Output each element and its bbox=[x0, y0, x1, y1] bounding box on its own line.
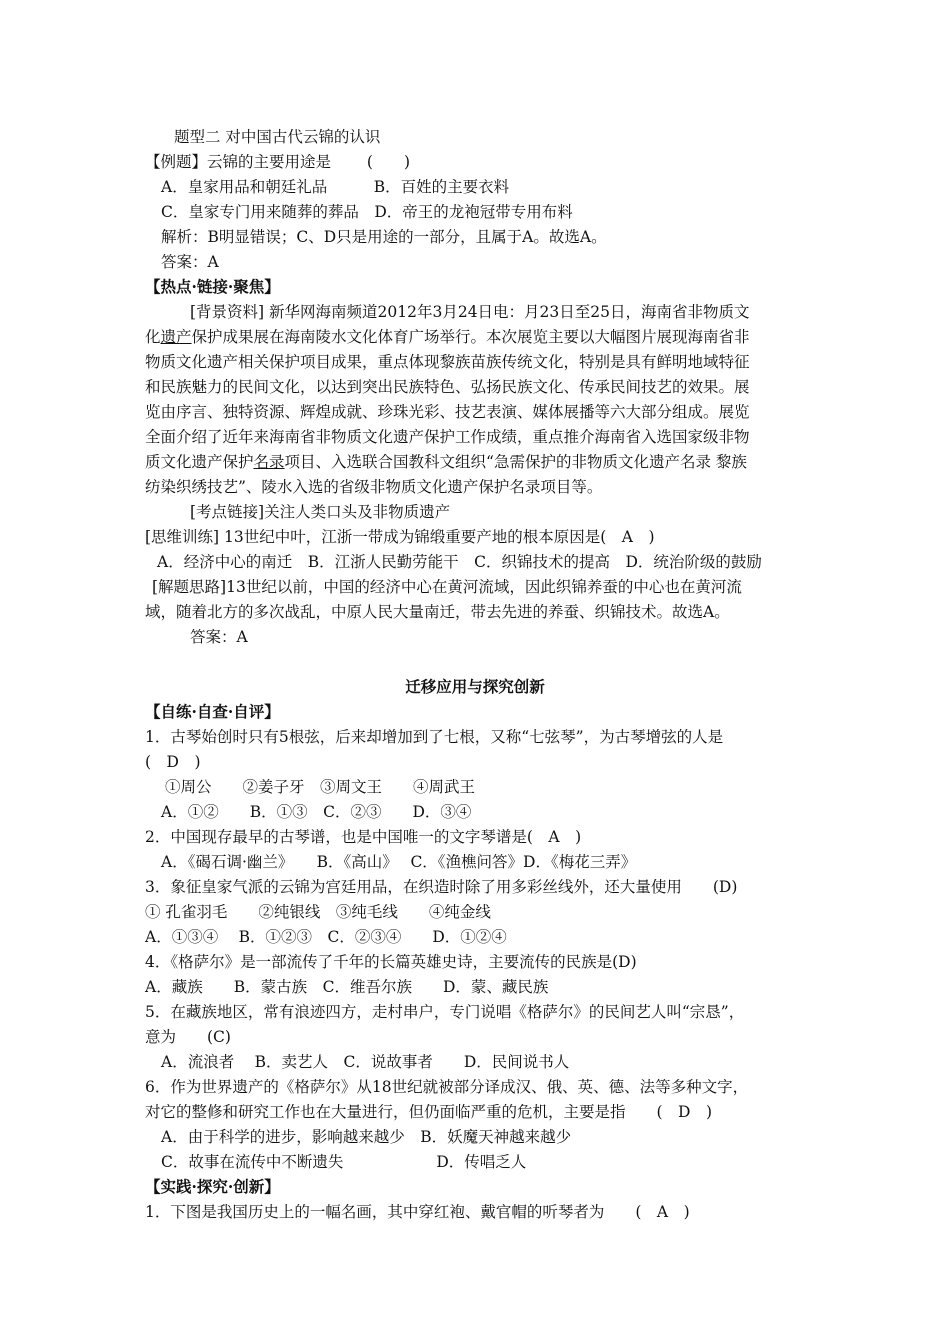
q3-options: A．①③④ B．①②③ C．②③④ D．①②④ bbox=[145, 928, 507, 946]
background-line-8: 纺染织绣技艺”、陵水入选的省级非物质文化遗产保护名录项目等。 bbox=[145, 478, 603, 496]
q4-options: A．藏族 B．蒙古族 C．维吾尔族 D．蒙、藏民族 bbox=[145, 978, 549, 996]
q2-options: A．《碣石调·幽兰》 B．《高山》 C．《渔樵问答》D．《梅花三弄》 bbox=[161, 853, 637, 871]
practice-heading: 【实践·探究·创新】 bbox=[145, 1177, 280, 1196]
background-line-7: 质文化遗产保护名录项目、入选联合国教科文组织“急需保护的非物质文化遗产名录 黎族 bbox=[145, 453, 747, 471]
solution-idea-2: 域，随着北方的多次战乱，中原人民大量南迁，带去先进的养蚕、织锦技术。故选A。 bbox=[145, 603, 730, 621]
q6-options-2: C．故事在流传中不断遗失 D．传唱乏人 bbox=[161, 1153, 527, 1171]
q6-stem-1: 6．作为世界遗产的《格萨尔》从18世纪就被部分译成汉、俄、英、德、法等多种文字， bbox=[145, 1078, 749, 1096]
q5-options: A．流浪者 B．卖艺人 C．说故事者 D．民间说书人 bbox=[161, 1053, 570, 1071]
example-answer: 答案：A bbox=[161, 253, 219, 271]
hotspot-heading: 【热点·链接·聚焦】 bbox=[145, 277, 280, 296]
q1-answer: ( D ) bbox=[145, 753, 201, 771]
training-answer: 答案：A bbox=[190, 628, 248, 646]
section-title: 迁移应用与探究创新 bbox=[405, 677, 545, 696]
q3-items: ① 孔雀羽毛 ②纯银线 ③纯毛线 ④纯金线 bbox=[145, 903, 491, 921]
q1-stem: 1．古琴始创时只有5根弦，后来却增加到了七根，又称“七弦琴”，为古琴增弦的人是 bbox=[145, 728, 724, 746]
q5-answer: 意为 (C) bbox=[145, 1028, 231, 1046]
q5-stem: 5．在藏族地区，常有浪迹四方，走村串户，专门说唱《格萨尔》的民间艺人叫“宗恳”， bbox=[145, 1003, 745, 1021]
q3-stem: 3．象征皇家气派的云锦为宫廷用品，在织造时除了用多彩丝线外，还大量使用 (D) bbox=[145, 878, 738, 896]
example-options-ab: A．皇家用品和朝廷礼品 B．百姓的主要衣料 bbox=[161, 178, 510, 196]
q4-stem: 4．《格萨尔》是一部流传了千年的长篇英雄史诗，主要流传的民族是(D) bbox=[145, 953, 637, 971]
q2-stem: 2．中国现存最早的古琴谱，也是中国唯一的文字琴谱是( A ) bbox=[145, 828, 582, 846]
type-title: 题型二 对中国古代云锦的认识 bbox=[174, 128, 381, 146]
background-line-5: 览由序言、独特资源、辉煌成就、珍珠光彩、技艺表演、媒体展播等六大部分组成。展览 bbox=[145, 403, 750, 421]
solution-idea-1: [解题思路]13世纪以前，中国的经济中心在黄河流域，因此织锦养蚕的中心也在黄河流 bbox=[152, 578, 742, 596]
self-practice-heading: 【自练·自查·自评】 bbox=[145, 702, 280, 721]
example-question: 【例题】云锦的主要用途是 ( ) bbox=[145, 153, 411, 171]
q6-stem-2: 对它的整修和研究工作也在大量进行，但仍面临严重的危机，主要是指 ( D ) bbox=[145, 1103, 713, 1121]
q1-items: ①周公 ②姜子牙 ③周文王 ④周武王 bbox=[165, 778, 476, 796]
training-question: [思维训练] 13世纪中叶，江浙一带成为锦缎重要产地的根本原因是( A ) bbox=[145, 528, 655, 546]
practice-q1: 1．下图是我国历史上的一幅名画，其中穿红袍、戴官帽的听琴者为 ( A ) bbox=[145, 1203, 690, 1221]
background-line-3: 物质文化遗产相关保护项目成果，重点体现黎族苗族传统文化，特别是具有鲜明地域特征 bbox=[145, 353, 750, 371]
background-line-6: 全面介绍了近年来海南省非物质文化遗产保护工作成绩，重点推介海南省入选国家级非物 bbox=[145, 428, 750, 446]
link-yichan[interactable]: 遗产 bbox=[160, 328, 192, 346]
example-analysis: 解析：B明显错误；C、D只是用途的一部分，且属于A。故选A。 bbox=[161, 228, 607, 246]
example-options-cd: C．皇家专门用来随葬的葬品 D．帝王的龙袍冠带专用布料 bbox=[161, 203, 573, 221]
background-line-4: 和民族魅力的民间文化，以达到突出民族特色、弘扬民族文化、传承民间技艺的效果。展 bbox=[145, 378, 750, 396]
link-minglu[interactable]: 名录 bbox=[253, 453, 285, 471]
training-options: A．经济中心的南迁 B．江浙人民勤劳能干 C．织锦技术的提高 D．统治阶级的鼓励 bbox=[157, 553, 762, 571]
background-line-2: 化遗产保护成果展在海南陵水文化体育广场举行。本次展览主要以大幅图片展现海南省非 bbox=[145, 328, 750, 346]
q6-options-1: A．由于科学的进步，影响越来越少 B．妖魔天神越来越少 bbox=[161, 1128, 572, 1146]
background-line-1: [背景资料] 新华网海南频道2012年3月24日电：月23日至25日，海南省非物质文 bbox=[190, 303, 750, 321]
q1-options: A．①② B．①③ C．②③ D．③④ bbox=[161, 803, 472, 821]
exam-link: [考点链接]关注人类口头及非物质遗产 bbox=[190, 503, 451, 521]
